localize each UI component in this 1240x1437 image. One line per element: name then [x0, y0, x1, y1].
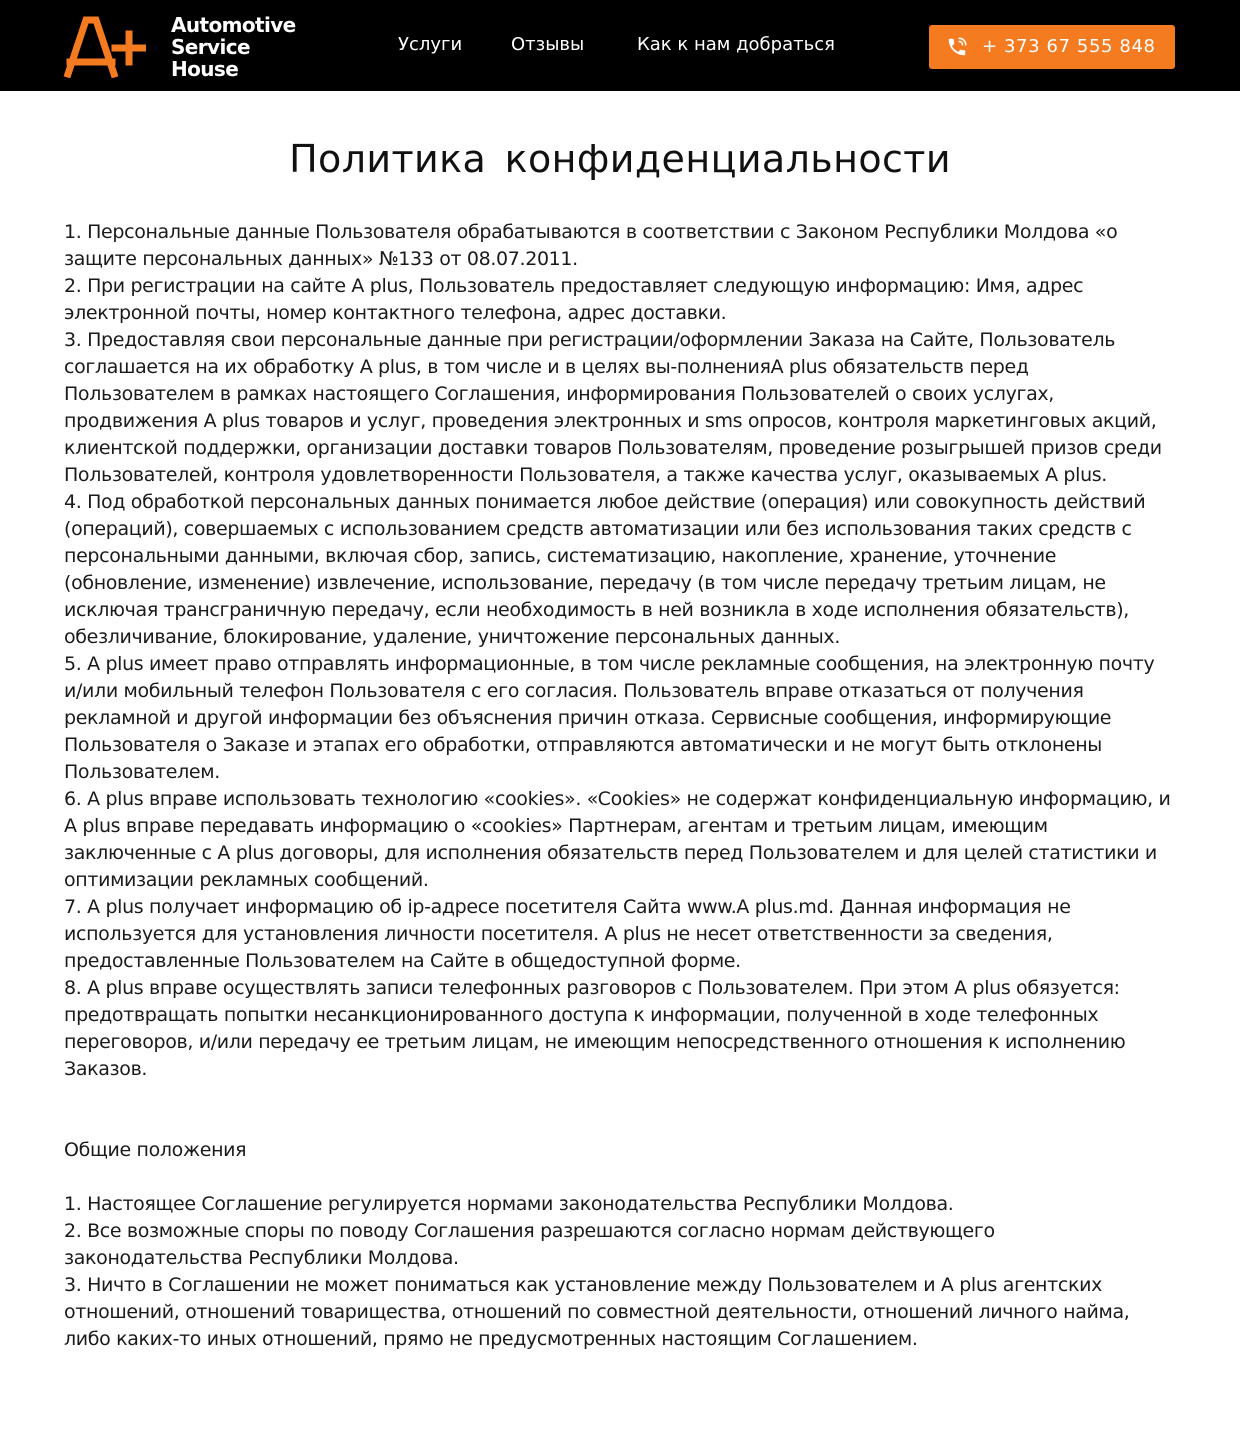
site-logo[interactable]: [62, 12, 302, 80]
section-title-general: Общие положения: [64, 1139, 247, 1161]
logo-line-1: Automotive: [171, 13, 296, 37]
policy-paragraph-8: 8. A plus вправе осуществлять записи телефонных разговоров с Пользователем. При этом A plus обязуется: предотвращать попытки несанкционированного доступа к информации, полученной в ходе телефонных переговоров, и/или передачу ее третьим лицам, не имеющим непосредственного отношения к исполнению Заказов.: [64, 977, 1126, 1080]
a-plus-logo-icon: [62, 14, 146, 78]
logo-line-3: House: [171, 57, 239, 81]
phone-call-button[interactable]: [929, 25, 1175, 69]
policy-paragraph-6: 6. A plus вправе использовать технологию «cookies». «Cookies» не содержат конфиденциальную информацию, и A plus вправе передавать информацию о «cookies» Партнерам, агентам и третьим лицам, имеющим заключенные с A plus договоры, для исполнения обязательств перед Пользователем и для целей статистики и оптимизации рекламных сообщений.: [64, 788, 1171, 891]
nav-link-reviews[interactable]: Отзывы: [511, 34, 585, 55]
policy-paragraph-2: 2. При регистрации на сайте A plus, Пользователь предоставляет следующую информацию: Имя, адрес электронной почты, номер контактного телефона, адрес доставки.: [64, 275, 1084, 324]
policy-paragraph-7: 7. A plus получает информацию об ip-адресе посетителя Сайта www.A plus.md. Данная информация не используется для установления личности посетителя. A plus не несет ответственности за сведения, предоставленные Пользователем на Сайте в общедоступной форме.: [64, 896, 1071, 972]
logo-wordmark: [171, 14, 296, 80]
policy-paragraph-3: 3. Предоставляя свои персональные данные при регистрации/оформлении Заказа на Сайте, Пользователь соглашается на их обработку A plus, в том числе и в целях вы-полненияA plus обязательств перед Пользователем в рамках настоящего Соглашения, информирования Пользователей о своих услугах, продвижения A plus товаров и услуг, проведения электронных и sms опросов, контроля маркетинговых акций, клиентской поддержки, организации доставки товаров Пользователям, проведение розыгрышей призов среди Пользователей, контроля удовлетворенности Пользователя, а также качества услуг, оказываемых A plus.: [64, 329, 1162, 486]
nav-link-directions[interactable]: Как к нам добраться: [637, 34, 835, 55]
nav-link-services[interactable]: Услуги: [398, 34, 463, 55]
general-paragraph-1: 1. Настоящее Соглашение регулируется нормами законодательства Республики Молдова.: [64, 1193, 954, 1215]
general-paragraph-3: 3. Ничто в Соглашении не может пониматься как установление между Пользователем и A plus агентских отношений, отношений товарищества, отношений по совместной деятельности, отношений личного найма, либо каких-то иных отношений, прямо не предусмотренных настоящим Соглашением.: [64, 1274, 1130, 1350]
policy-content: [64, 219, 1176, 1353]
policy-paragraph-4: 4. Под обработкой персональных данных понимается любое действие (операция) или совокупность действий (операций), совершаемых с использованием средств автоматизации или без использования таких средств с персональными данными, включая сбор, запись, систематизацию, накопление, хранение, уточнение (обновление, изменение) извлечение, использование, передачу (в том числе передачу третьим лицам, не исключая трансграничную передачу, если необходимость в ней возникла в ходе исполнения обязательств), обезличивание, блокирование, удаление, уничтожение персональных данных.: [64, 491, 1146, 648]
policy-paragraph-5: 5. A plus имеет право отправлять информационные, в том числе рекламные сообщения, на электронную почту и/или мобильный телефон Пользователя с его согласия. Пользователь вправе отказаться от получения рекламной и другой информации без объяснения причин отказа. Сервисные сообщения, информирующие Пользователя о Заказе и этапах его обработки, отправляются автоматически и не могут быть отклонены Пользователем.: [64, 653, 1155, 783]
section-spacer: [64, 1083, 1176, 1137]
phone-number: + 373 67 555 848: [982, 36, 1156, 57]
phone-icon: [946, 36, 968, 58]
section-title-spacer: [64, 1164, 1176, 1191]
policy-paragraph-1: 1. Персональные данные Пользователя обрабатываются в соответствии с Законом Республики Молдова «о защите персональных данных» №133 от 08.07.2011.: [64, 221, 1118, 270]
page-title: Политика конфиденциальности: [289, 137, 951, 181]
site-header: [0, 0, 1240, 91]
general-paragraph-2: 2. Все возможные споры по поводу Соглашения разрешаются согласно нормам действующего законодательства Республики Молдова.: [64, 1220, 995, 1269]
logo-line-2: Service: [171, 35, 250, 59]
